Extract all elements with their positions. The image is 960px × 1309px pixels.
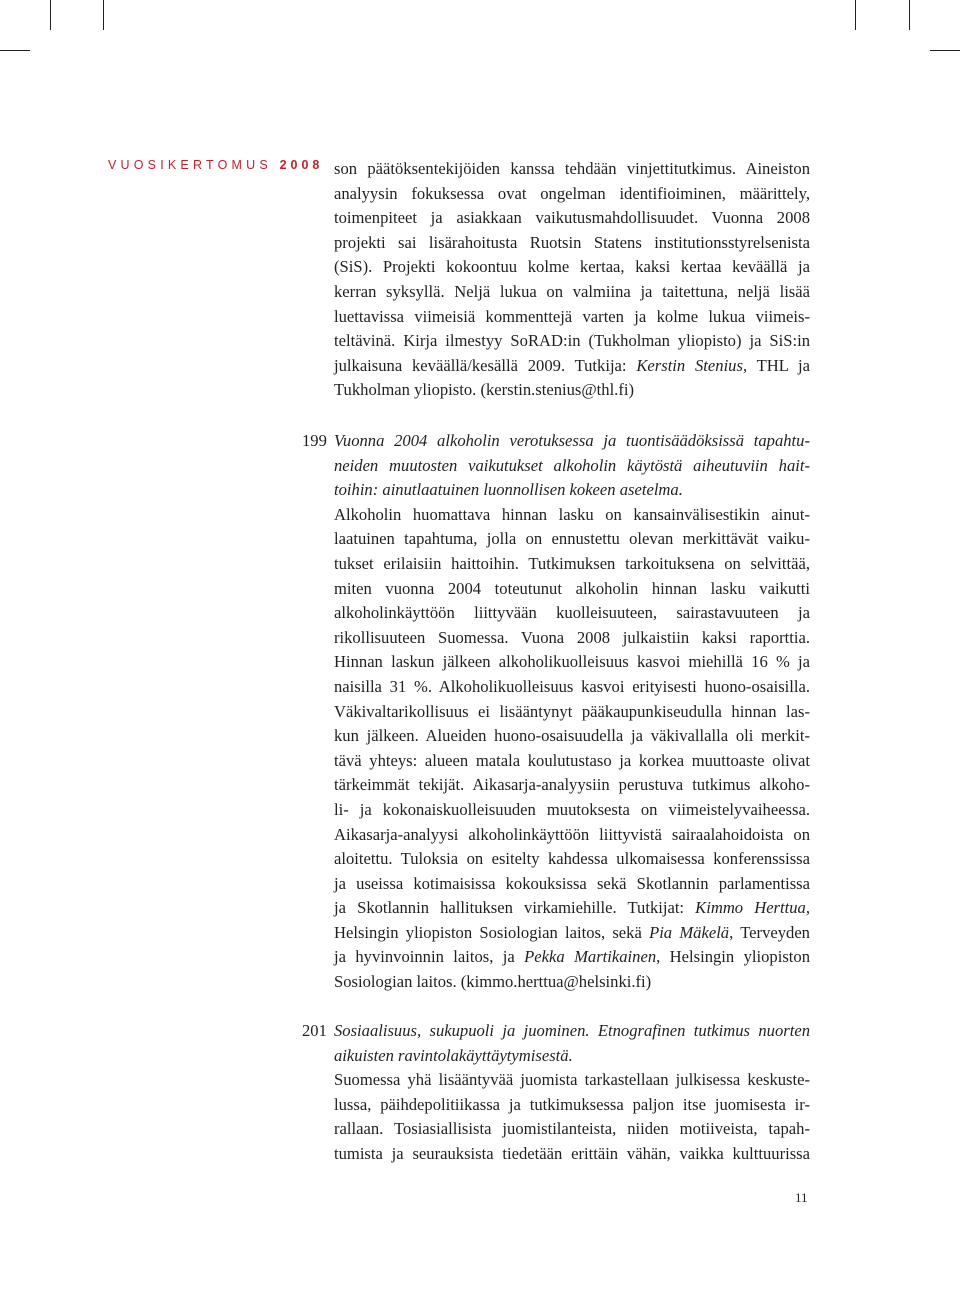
text-line: Väkivaltarikollisuus ei lisääntynyt pääkaupunkiseudulla hinnan las- <box>334 701 810 721</box>
entry-title-line: Vuonna 2004 alkoholin verotuksessa ja tuontisäädöksissä tapahtu- <box>334 431 810 450</box>
text-line: luettavissa viimeisiä kommenttejä varten ja kolme lukua viimeis- <box>334 306 810 326</box>
text-line-start: julkaisuna keväällä/kesällä 2009. Tutkija: <box>334 355 637 375</box>
text-line: kerran syksyllä. Neljä lukua on valmiina ja taitettuna, neljä lisää <box>334 281 810 301</box>
text-line: son päätöksentekijöiden kanssa tehdään vinjettitutkimus. Aineiston <box>334 159 810 178</box>
crop-mark <box>0 50 30 51</box>
text-line: (SiS). Projekti kokoontuu kolme kertaa, kaksi kertaa keväällä ja <box>334 257 810 277</box>
text-line: naisilla 31 %. Alkoholikuolleisuus kasvoi erityisesti huono-osaisilla. <box>334 676 810 696</box>
text-line: aloitettu. Tuloksia on esitelty kahdessa ulkomaisessa konferenssissa <box>334 849 810 869</box>
text-line: miten vuonna 2004 toteutunut alkoholin hinnan lasku vaikutti <box>334 578 810 598</box>
intro-paragraph <box>334 157 810 403</box>
text-line <box>334 921 810 946</box>
crop-mark <box>103 0 104 30</box>
text-line: analyysin fokuksessa ovat ongelman identifioiminen, määrittely, <box>334 183 810 203</box>
researcher-name: Kerstin Stenius <box>636 355 743 375</box>
text-line: tärkeimmät tekijät. Aikasarja-analyysiin perustuva tutkimus alkoho- <box>334 775 810 795</box>
entry-title-line: toihin: ainutlaatuinen luonnollisen kokeen asetelma. <box>334 480 683 500</box>
text-line: Hinnan laskun jälkeen alkoholikuolleisuus kasvoi miehillä 16 % ja <box>334 652 810 672</box>
text-line: Suomessa yhä lisääntyvää juomista tarkastellaan julkisessa keskuste- <box>334 1070 810 1090</box>
crop-mark <box>50 0 51 30</box>
text-line: Aikasarja-analyysi alkoholinkäyttöön liittyvistä sairaalahoidoista on <box>334 824 810 844</box>
entry-number: 199 <box>302 431 327 450</box>
crop-mark <box>930 50 960 51</box>
text-line: lussa, päihdepolitiikassa ja tutkimuksessa paljon itse juomisesta ir- <box>334 1094 810 1114</box>
text-line: tukset erilaisiin haittoihin. Tutkimuksen tarkoituksena on selvittää, <box>334 553 810 573</box>
researcher-name: Pekka Martikainen <box>524 947 657 967</box>
crop-mark <box>909 0 910 30</box>
text-line-end: , <box>805 898 810 918</box>
text-line <box>334 896 810 921</box>
text-line: Sosiologian laitos. (kimmo.herttua@helsinki.fi) <box>334 972 652 992</box>
text-line-start: ja hyvinvoinnin laitos, ja <box>334 947 525 967</box>
text-line-end: , Helsingin yliopiston <box>656 947 810 967</box>
text-line: alkoholinkäyttöön liittyvään kuolleisuuteen, sairastavuuteen ja <box>334 603 810 623</box>
text-line-start: ja Skotlannin hallituksen virkamiehille. Tutkijat: <box>334 898 696 918</box>
text-line <box>334 945 810 970</box>
text-line: kun jälkeen. Alueiden huono-osaisuudella ja väkivallalla oli merkit- <box>334 726 810 746</box>
text-line-start: Helsingin yliopiston Sosiologian laitos, sekä <box>334 922 650 942</box>
text-line: Tukholman yliopisto. (kerstin.stenius@thl.fi) <box>334 380 634 400</box>
page-number: 11 <box>795 1190 808 1205</box>
researcher-name: Kimmo Herttua <box>695 898 806 918</box>
text-line-end: , Terveyden <box>729 922 810 942</box>
text-line-end: , THL ja <box>742 355 811 375</box>
text-line: tävä yhteys: alueen matala koulutustaso ja korkea muuttoaste olivat <box>334 750 810 770</box>
text-line: toimenpiteet ja asiakkaan vaikutusmahdollisuudet. Vuonna 2008 <box>334 208 810 228</box>
entry-199 <box>334 429 810 995</box>
text-line: teltävinä. Kirja ilmestyy SoRAD:in (Tukholman yliopisto) ja SiS:in <box>334 331 810 351</box>
running-head-title: VUOSIKERTOMUS <box>108 158 272 172</box>
entry-title-line: Sosiaalisuus, sukupuoli ja juominen. Etnografinen tutkimus nuorten <box>334 1021 810 1040</box>
researcher-name: Pia Mäkelä <box>649 922 730 942</box>
text-line: ja useissa kotimaisissa kokouksissa sekä Skotlannin parlamentissa <box>334 873 810 893</box>
text-line: li- ja kokonaiskuolleisuuden muutoksesta on viimeistelyvaiheessa. <box>334 799 810 819</box>
crop-mark <box>855 0 856 30</box>
text-line: rallaan. Tosiasiallisista juomistilanteista, niiden motiiveista, tapah- <box>334 1119 810 1139</box>
text-line <box>334 354 810 379</box>
text-line: rikollisuuteen Suomessa. Vuona 2008 julkaistiin kaksi raporttia. <box>334 627 810 647</box>
text-line: laatuinen tapahtuma, jolla on ennustettu olevan merkittävät vaiku- <box>334 529 810 549</box>
running-head-year: 2008 <box>279 158 324 172</box>
entry-title-line: aikuisten ravintolakäyttäytymisestä. <box>334 1045 573 1065</box>
text-line: tumista ja seurauksista tiedetään erittäin vähän, vaikka kulttuurissa <box>334 1143 810 1163</box>
text-line: projekti sai lisärahoitusta Ruotsin Statens institutionsstyrelsenista <box>334 232 810 252</box>
running-head <box>108 158 323 172</box>
text-line: Alkoholin huomattava hinnan lasku on kansainvälisestikin ainut- <box>334 504 810 524</box>
entry-title-line: neiden muutosten vaikutukset alkoholin käytöstä aiheutuviin hait- <box>334 455 810 475</box>
entry-201 <box>334 1019 810 1167</box>
entry-number: 201 <box>302 1021 327 1040</box>
